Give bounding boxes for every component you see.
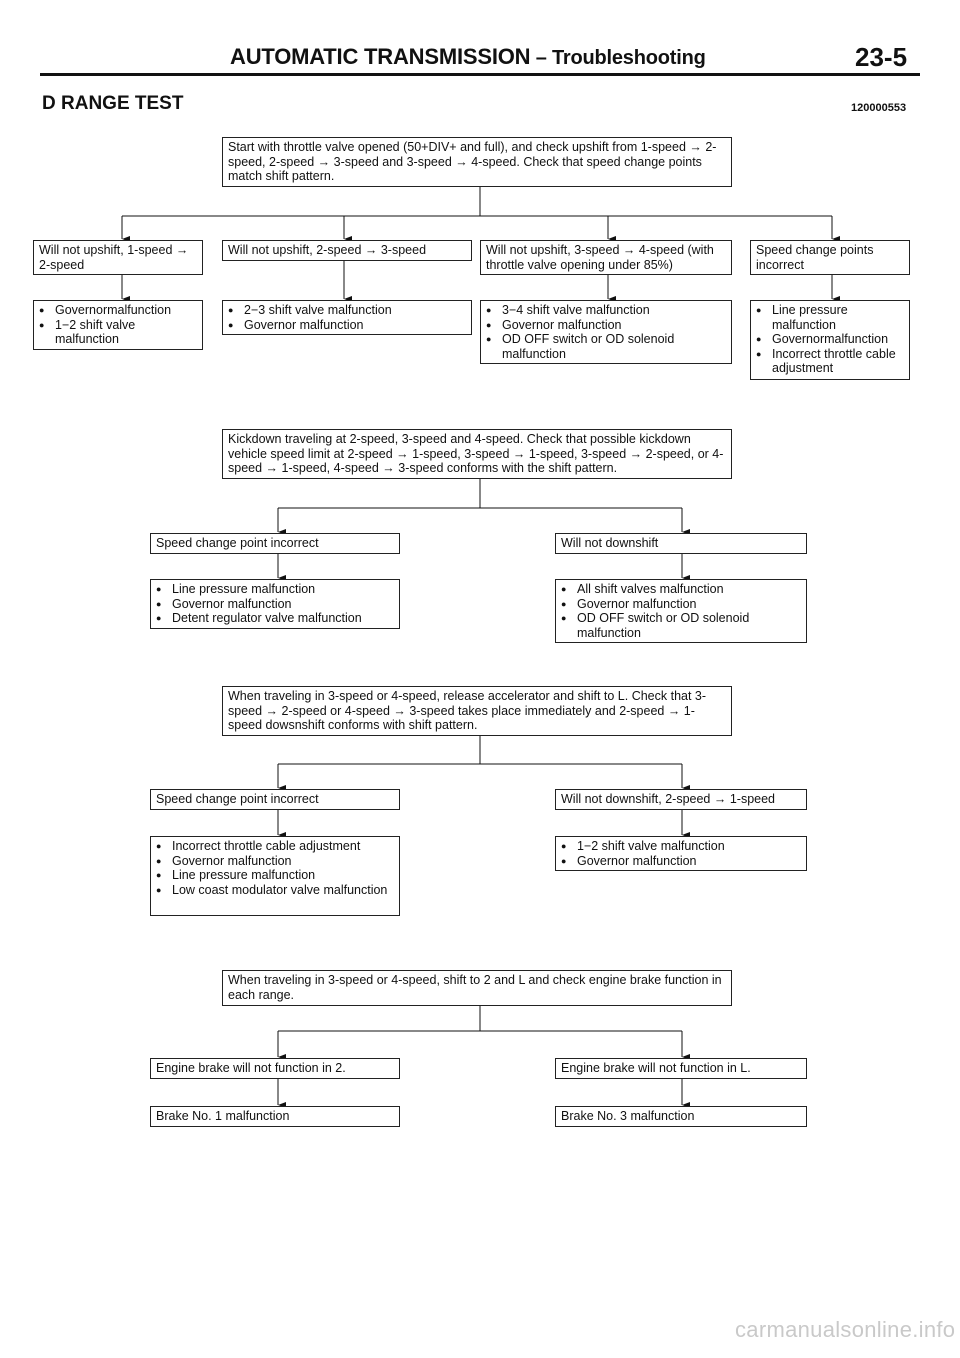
cause-item: ● Governor malfunction — [486, 318, 726, 333]
cause-text: Brake No. 3 malfunction — [561, 1109, 695, 1123]
test-prompt-box: When traveling in 3-speed or 4-speed, release accelerator and shift to L. Check that 3-speed → 2-speed or 4-speed → 3-speed takes place immediately and 2-speed → 1-speed dowsnshift conforms with shift pattern. — [222, 686, 732, 736]
cause-item: ● Governormalfunction — [39, 303, 197, 318]
cause-box — [222, 300, 472, 335]
symptom-box: Will not upshift, 2-speed → 3-speed — [222, 240, 472, 261]
cause-box — [33, 300, 203, 350]
cause-item: ● 2−3 shift valve malfunction — [228, 303, 466, 318]
cause-list — [486, 303, 726, 361]
cause-list — [156, 582, 394, 626]
cause-item: ● Incorrect throttle cable adjustment — [756, 347, 904, 376]
document-code: 120000553 — [851, 102, 907, 114]
cause-item: ● 1−2 shift valve malfunction — [39, 318, 197, 347]
test-prompt-box: Kickdown traveling at 2-speed, 3-speed and 4-speed. Check that possible kickdown vehicle speed limit at 2-speed → 1-speed, 3-speed → 1-speed, 3-speed → 2-speed, or 4-speed → 1-speed, 4-speed → 3-speed conforms with the shift pattern. — [222, 429, 732, 479]
page-number: 23-5 — [855, 42, 908, 72]
cause-item: ● Low coast modulator valve malfunction — [156, 883, 394, 898]
symptom-box: Speed change point incorrect — [150, 789, 400, 810]
cause-item: ● Line pressure malfunction — [156, 582, 394, 597]
cause-item: ● Governor malfunction — [156, 854, 394, 869]
cause-item: ● Line pressure malfunction — [756, 303, 904, 332]
cause-item: ● Line pressure malfunction — [156, 868, 394, 883]
cause-item: ● Governor malfunction — [561, 597, 801, 612]
section-title: D RANGE TEST — [42, 93, 184, 114]
cause-box — [150, 579, 400, 629]
cause-item: ● OD OFF switch or OD solenoid malfunction — [561, 611, 801, 640]
cause-list — [561, 582, 801, 640]
cause-item: ● 3−4 shift valve malfunction — [486, 303, 726, 318]
cause-text: Brake No. 1 malfunction — [156, 1109, 290, 1123]
watermark-text: carmanualsonline.info — [735, 1317, 956, 1342]
symptom-box: Will not downshift, 2-speed → 1-speed — [555, 789, 807, 810]
header-subtitle: Troubleshooting — [551, 47, 706, 69]
cause-box — [150, 1106, 400, 1127]
cause-box — [555, 579, 807, 643]
header-title-text: AUTOMATIC TRANSMISSION — [230, 44, 531, 69]
symptom-box: Will not upshift, 1-speed → 2-speed — [33, 240, 203, 275]
symptom-box: Engine brake will not function in 2. — [150, 1058, 400, 1079]
cause-item: ● Detent regulator valve malfunction — [156, 611, 394, 626]
cause-box — [480, 300, 732, 364]
cause-box — [750, 300, 910, 380]
symptom-box: Engine brake will not function in L. — [555, 1058, 807, 1079]
cause-list — [156, 839, 394, 897]
symptom-box: Will not downshift — [555, 533, 807, 554]
test-prompt-box: When traveling in 3-speed or 4-speed, shift to 2 and L and check engine brake function in each range. — [222, 970, 732, 1006]
symptom-box: Will not upshift, 3-speed → 4-speed (with throttle valve opening under 85%) — [480, 240, 732, 275]
symptom-box: Speed change points incorrect — [750, 240, 910, 275]
cause-box — [555, 836, 807, 871]
symptom-box: Speed change point incorrect — [150, 533, 400, 554]
cause-box — [555, 1106, 807, 1127]
cause-item: ● OD OFF switch or OD solenoid malfunction — [486, 332, 726, 361]
cause-item: ● Governor malfunction — [156, 597, 394, 612]
cause-item: ● All shift valves malfunction — [561, 582, 801, 597]
cause-item: ● Governormalfunction — [756, 332, 904, 347]
cause-list — [561, 839, 801, 868]
cause-list — [228, 303, 466, 332]
cause-item: ● 1−2 shift valve malfunction — [561, 839, 801, 854]
cause-item: ● Governor malfunction — [228, 318, 466, 333]
cause-item: ● Governor malfunction — [561, 854, 801, 869]
test-prompt-box: Start with throttle valve opened (50+DIV+ and full), and check upshift from 1-speed → 2-speed, 2-speed → 3-speed and 3-speed → 4-speed. Check that speed change points match shift pattern. — [222, 137, 732, 187]
cause-list — [39, 303, 197, 347]
cause-list — [756, 303, 904, 376]
cause-box — [150, 836, 400, 916]
cause-item: ● Incorrect throttle cable adjustment — [156, 839, 394, 854]
header-dash: – — [530, 47, 552, 69]
